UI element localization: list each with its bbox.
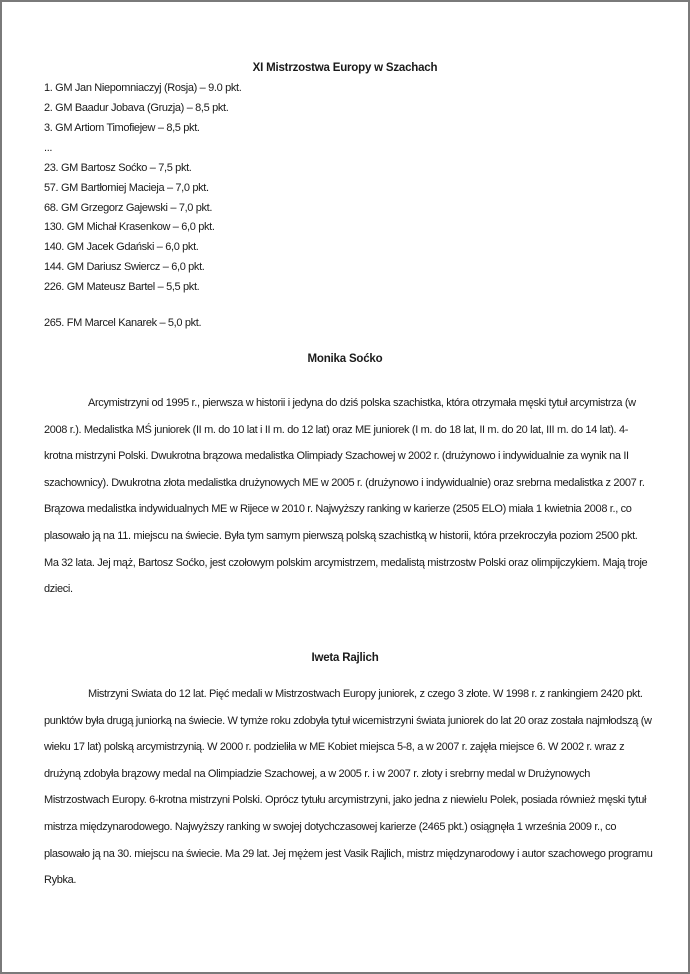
- result-line: 130. GM Michał Krasenkow – 6,0 pkt.: [44, 221, 215, 233]
- result-line: 226. GM Mateusz Bartel – 5,5 pkt.: [44, 281, 200, 293]
- result-line: 68. GM Grzegorz Gajewski – 7,0 pkt.: [44, 202, 213, 214]
- result-line: 2. GM Baadur Jobava (Gruzja) – 8,5 pkt.: [44, 102, 229, 114]
- section-title-monika-socko: Monika Soćko: [307, 353, 383, 365]
- result-line: 144. GM Dariusz Swiercz – 6,0 pkt.: [44, 261, 205, 273]
- result-ellipsis: ...: [44, 142, 53, 154]
- result-line: 3. GM Artiom Timofiejew – 8,5 pkt.: [44, 122, 200, 134]
- result-line: 23. GM Bartosz Soćko – 7,5 pkt.: [44, 162, 192, 174]
- section-title-iweta-rajlich: Iweta Rajlich: [311, 652, 379, 664]
- biography-paragraph-iweta-rajlich: Mistrzyni Swiata do 12 lat. Pięć medali w Mistrzostwach Europy juniorek, z czego 3 złote. W 1998 r. z rankingiem 2420 pkt. punktów była drugą juniorką na świecie. W tymże roku zdobyła tytuł wicemistrzyni świata juniorek do lat 20 oraz została najmłodszą (w wieku 17 lat) polską arcymistrzynią. W 2000 r. podzieliła w ME Kobiet miejsca 5-8, a w 2007 r. zajęła miejsce 6. W 2002 r. wraz z drużyną zdobyła brązowy medal na Olimpiadzie Szachowej, a w 2005 r. i w 2007 r. złoty i srebrny medal w Drużynowych Mistrzostwach Europy. 6-krotna mistrzyni Polski. Oprócz tytułu arcymistrzyni, jako jedna z niewielu Polek, posiada również męski tytuł mistrza międzynarodowego. Najwyższy ranking w swojej dotychczasowej karierze (2465 pkt.) osiągnęła 1 września 2009 r., co plasowało ją na 30. miejscu na świecie. Ma 29 lat. Jej mężem jest Vasik Rajlich, mistrz międzynarodowy i autor szachowego programu Rybka.: [44, 688, 653, 887]
- result-line: 140. GM Jacek Gdański – 6,0 pkt.: [44, 241, 199, 253]
- section-title-championship: XI Mistrzostwa Europy w Szachach: [252, 62, 438, 74]
- result-line: 265. FM Marcel Kanarek – 5,0 pkt.: [44, 317, 202, 329]
- result-line: 1. GM Jan Niepomniaczyj (Rosja) – 9.0 pkt.: [44, 82, 242, 94]
- biography-paragraph-monika-socko: Arcymistrzyni od 1995 r., pierwsza w historii i jedyna do dziś polska szachistka, która otrzymała męski tytuł arcymistrza (w 2008 r.). Medalistka MŚ juniorek (II m. do 10 lat i II m. do 12 lat) oraz ME juniorek (I m. do 18 lat, II m. do 20 lat, III m. do 14 lat). 4-krotna mistrzyni Polski. Dwukrotna brązowa medalistka Olimpiady Szachowej w 2002 r. (drużynowo i indywidualnie za wynik na II szachownicy). Dwukrotna złota medalistka drużynowych ME w 2005 r. (drużynowo i indywidualnie) oraz srebrna medalistka z 2007 r. Brązowa medalistka indywidualnych ME w Rijece w 2010 r. Najwyższy ranking w karierze (2505 ELO) miała 1 kwietnia 2008 r., co plasowało ją na 11. miejscu na świecie. Była tym samym pierwszą polską szachistką w historii, która przekroczyła poziom 2500 pkt. Ma 32 lata. Jej mąż, Bartosz Soćko, jest czołowym polskim arcymistrzem, medalistą mistrzostw Polski oraz olimpijczykiem. Mają troje dzieci.: [44, 397, 648, 596]
- result-line: 57. GM Bartłomiej Macieja – 7,0 pkt.: [44, 182, 209, 194]
